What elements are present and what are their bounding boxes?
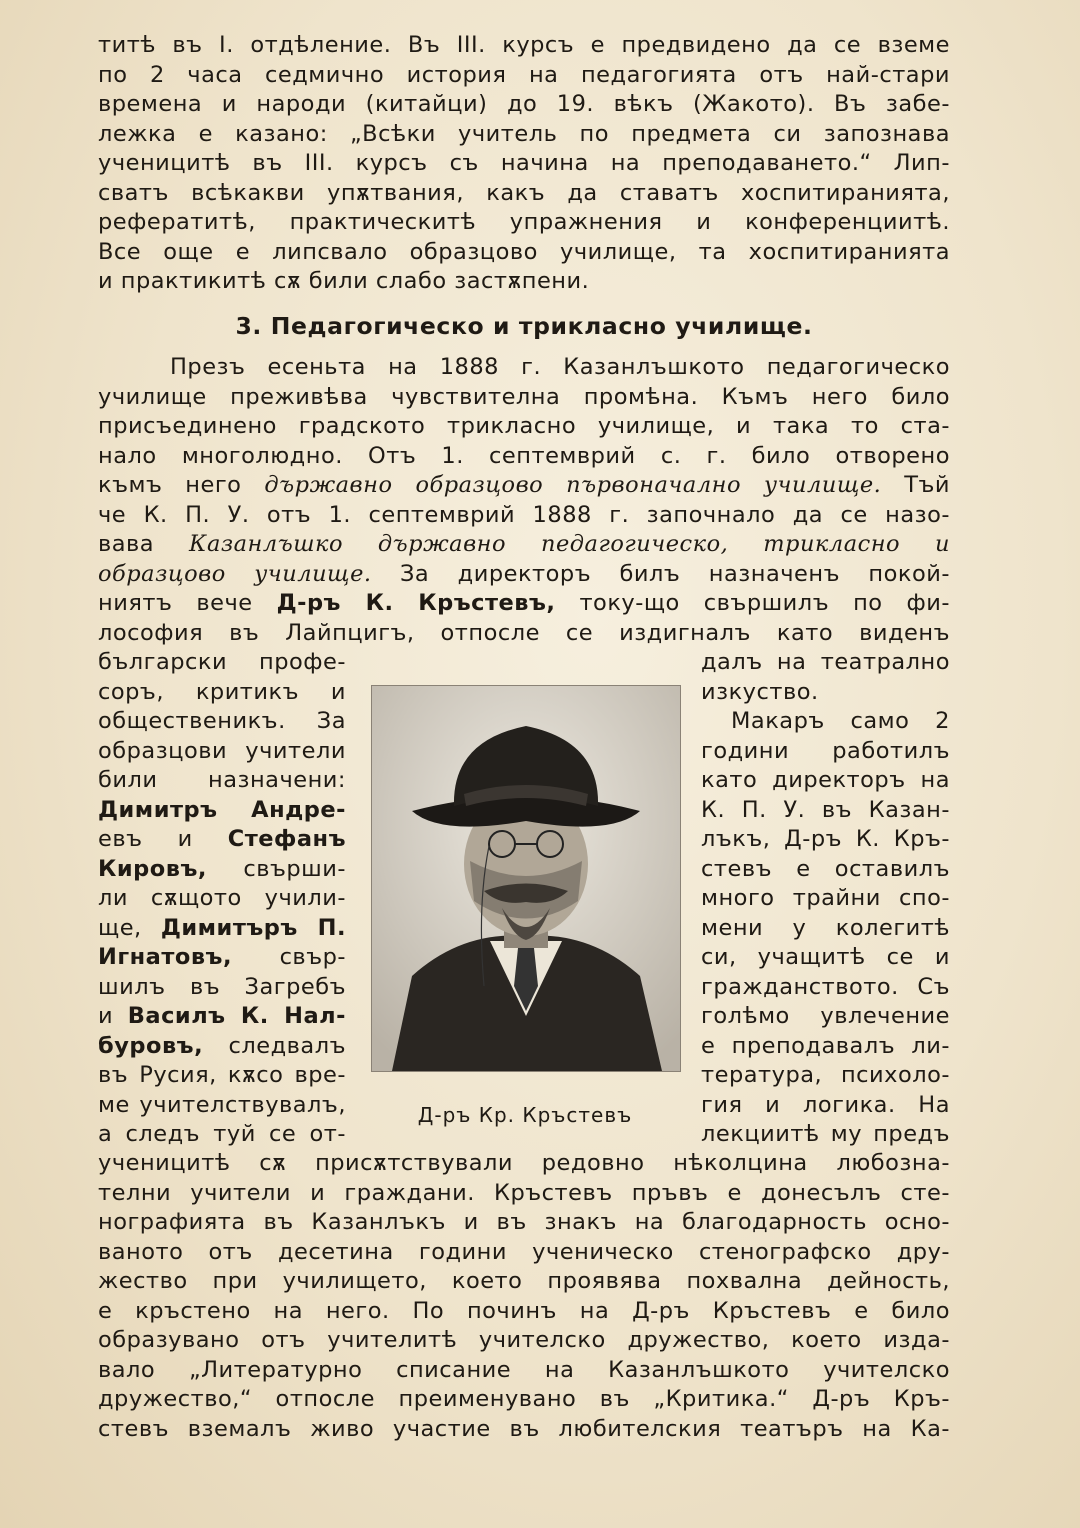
text-line: ученицитѣ въ III. курсъ съ начина на преподаването.“ Лип-: [98, 150, 950, 176]
text-run: току-що свършилъ по фи-: [579, 590, 950, 616]
text-line: си, учащитѣ се и: [701, 944, 950, 970]
text-line: К. П. У. въ Казан-: [701, 796, 950, 823]
text-line: далъ на театрално: [701, 649, 950, 675]
bold-run: Василъ К. Нал-: [127, 1003, 346, 1029]
text-line: стевъ е оставилъ: [701, 855, 950, 882]
text-line: [98, 588, 950, 618]
text-line: дружество,“ отпосле преименувано въ „Критика.“ Д-ръ Кръ-: [98, 1386, 950, 1412]
text-line: жество при училището, което проявява похвална дейность,: [98, 1268, 950, 1294]
text-line: мени у колегитѣ: [701, 914, 950, 941]
text-line: и практикитѣ сѫ били слабо застѫпени.: [98, 268, 590, 294]
bold-run: Димитъръ П.: [160, 914, 347, 941]
text-line: голѣмо увлечение: [701, 1003, 950, 1029]
bold-run: Д-ръ К. Кръстевъ,: [276, 590, 556, 616]
text-line: [98, 1031, 346, 1061]
text-line: като директоръ на: [701, 767, 950, 793]
text-line: училище преживѣва чувствителна промѣна. Къмъ него било: [98, 383, 950, 410]
text-line: Димитръ Андре-: [98, 796, 346, 823]
text-line: Все още е липсвало образцово училище, та хоспитиранията: [98, 238, 950, 265]
text-run: евъ: [98, 826, 143, 852]
text-line: тература, психоло-: [701, 1062, 950, 1088]
text-line: времена и народи (китайци) до 19. вѣкъ (Жакото). Въ забе-: [98, 91, 950, 117]
text-line: години работилъ: [701, 737, 950, 764]
text-line: [98, 824, 346, 854]
section-heading: 3. Педагогическо и трикласно училище.: [235, 312, 813, 340]
text-line: ли сѫщото учили-: [98, 885, 346, 911]
portrait-photo: [371, 685, 681, 1072]
text-line: [98, 854, 346, 884]
text-line: [98, 942, 346, 972]
text-line: соръ, критикъ и: [98, 678, 346, 705]
text-line: а следъ туй се от-: [98, 1121, 346, 1147]
text-line: [98, 913, 346, 943]
text-run: къмъ него: [98, 472, 242, 498]
portrait-image: [372, 686, 680, 1071]
text-line: Презъ есеньта на 1888 г. Казанлъшкото педагогическо: [170, 354, 950, 380]
text-run: свър-: [279, 944, 346, 970]
text-run: Тъй: [904, 472, 951, 498]
text-line: образувано отъ учителитѣ учителско дружество, което изда-: [98, 1327, 950, 1353]
text-line: Макаръ само 2: [731, 708, 950, 734]
text-line: сватъ всѣкакви упѫтвания, какъ да ставатъ хоспитиранията,: [98, 179, 950, 206]
text-run: свърши-: [243, 855, 346, 882]
text-line: образцови учители: [98, 737, 346, 764]
text-line: [98, 559, 950, 589]
text-line: лекциитѣ му предъ: [701, 1121, 950, 1147]
text-line: присъединено градското трикласно училище, и така то ста-: [98, 413, 950, 439]
text-line: общественикъ. За: [98, 708, 346, 734]
text-line: е кръстено на него. По починъ на Д-ръ Кръстевъ е било: [98, 1297, 950, 1324]
text-line: е преподавалъ ли-: [701, 1032, 950, 1059]
italic-run: Казанлъшко държавно педагогическо, трикласно и: [189, 531, 950, 557]
text-line: изкуство.: [701, 678, 819, 705]
text-line: лежка е казано: „Всѣки учитель по предмета си запознава: [98, 120, 950, 147]
text-line: [98, 1001, 346, 1031]
bold-run: буровъ,: [98, 1032, 204, 1059]
text-run: ниятъ вече: [98, 590, 253, 616]
photo-caption: Д-ръ Кр. Кръстевъ: [417, 1103, 633, 1127]
text-line: български профе-: [98, 649, 346, 675]
text-line: нало многолюдно. Отъ 1. септемврий с. г. било отворено: [98, 442, 950, 469]
bold-run: Стефанъ: [227, 826, 347, 852]
text-run: следвалъ: [228, 1032, 346, 1059]
text-line: ваното отъ десетина години ученическо стенографско дру-: [98, 1238, 950, 1265]
text-line: въ Русия, кѫсо вре-: [98, 1062, 346, 1088]
text-line: гражданството. Съ: [701, 973, 950, 1000]
text-run: ще,: [98, 914, 142, 941]
text-run: и: [177, 826, 193, 852]
text-line: [98, 529, 950, 559]
text-line: ученицитѣ сѫ присѫтствували редовно нѣколцина любозна-: [98, 1150, 950, 1176]
bold-run: Кировъ,: [98, 855, 207, 882]
text-run: вава: [98, 531, 155, 557]
bold-run: Игнатовъ,: [98, 944, 233, 970]
text-line: вало „Литературно списание на Казанлъшкото учителско: [98, 1356, 950, 1383]
text-line: рефератитѣ, практическитѣ упражнения и конференциитѣ.: [98, 209, 950, 235]
text-line: ме учителствувалъ,: [98, 1091, 346, 1118]
text-line: шилъ въ Загребъ: [98, 973, 346, 1000]
text-line: гия и логика. На: [701, 1091, 950, 1118]
text-line: били назначени:: [98, 767, 346, 793]
text-line: много трайни спо-: [701, 885, 950, 911]
text-line: лософия въ Лайпцигъ, отпосле се издигналъ като виденъ: [98, 619, 950, 646]
text-line: по 2 часа седмично история на педагогията отъ най-стари: [98, 61, 950, 88]
text-run: За директоръ билъ назначенъ покой-: [400, 560, 950, 587]
text-line: титѣ въ I. отдѣление. Въ III. курсъ е предвидено да се вземе: [98, 32, 950, 58]
italic-run: държавно образцово първоначално училище.: [264, 472, 882, 498]
text-line: че К. П. У. отъ 1. септемврий 1888 г. започнало да се назо-: [98, 501, 950, 528]
text-line: [98, 470, 950, 500]
italic-run: образцово училище.: [98, 560, 372, 587]
text-line: стевъ вземалъ живо участие въ любителския театъръ на Ка-: [98, 1415, 950, 1442]
text-line: нографията въ Казанлъкъ и въ знакъ на благодарность осно-: [98, 1209, 950, 1235]
text-line: телни учители и граждани. Кръстевъ пръвъ е донесълъ сте-: [98, 1179, 950, 1206]
text-line: лъкъ, Д-ръ К. Кръ-: [701, 826, 950, 852]
text-run: и: [98, 1003, 114, 1029]
